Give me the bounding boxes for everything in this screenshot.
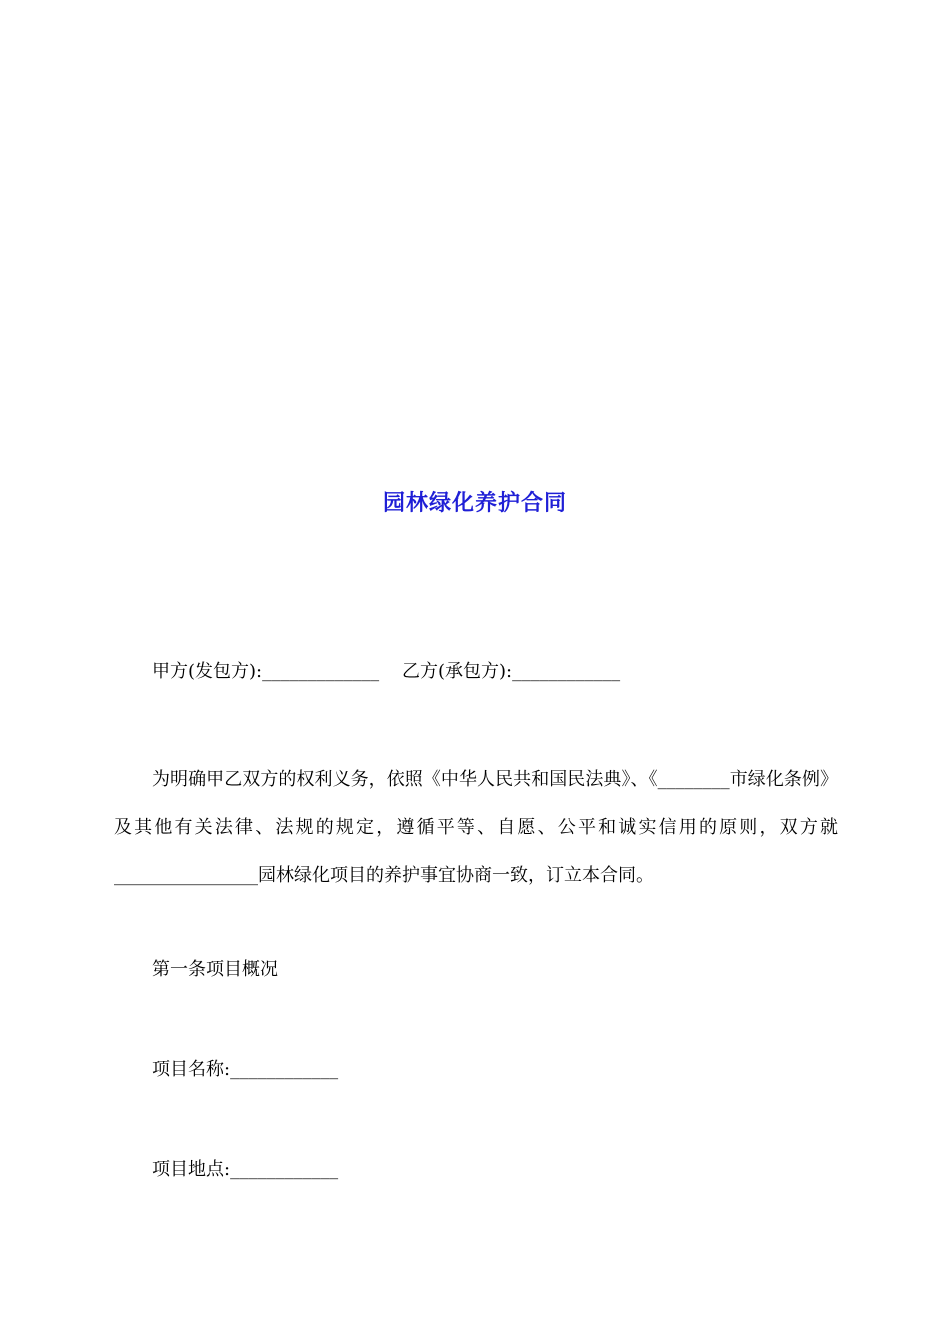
- project-location-field: 项目地点:____________: [152, 1159, 339, 1180]
- article-1-heading: 第一条项目概况: [152, 959, 278, 980]
- intro-paragraph: 为明确甲乙双方的权利义务，依照《中华人民共和国民法典》、《________市绿化条例》及其他有关法律、法规的规定，遵循平等、自愿、公平和诚实信用的原则，双方就________________园林绿化项目的养护事宜协商一致，订立本合同。: [114, 769, 838, 886]
- party-a-field: 甲方(发包方):_____________: [152, 661, 380, 682]
- party-b-field: 乙方(承包方):____________: [402, 661, 621, 682]
- document-title: 园林绿化养护合同: [382, 491, 567, 516]
- project-name-field: 项目名称:____________: [152, 1059, 339, 1080]
